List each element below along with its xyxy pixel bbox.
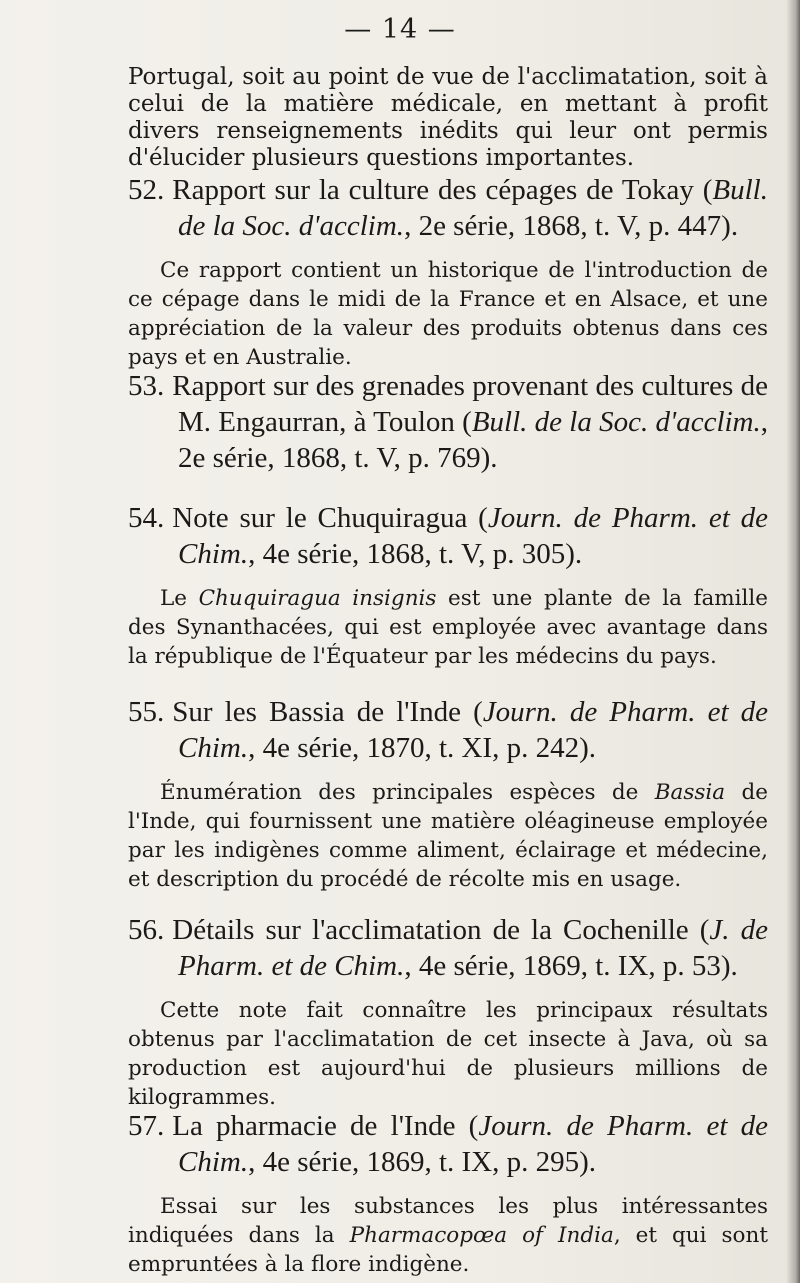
entry-title	[128, 500, 768, 572]
description-text-end: est une plante de la famille des Synanthacées, qui est employée avec avantage dans la république de l'Équateur par les médecins du pays.	[128, 586, 769, 669]
entry-description	[128, 778, 768, 894]
entry-citation: , 2e série, 1868, t. V, p. 769).	[178, 406, 768, 474]
description-text: Ce rapport contient un historique de l'introduction de ce cépage dans le midi de la France et en Alsace, et une appréciation de la valeur des produits obtenus dans ces pays et en Australie.	[128, 258, 768, 370]
page-number: — 14 —	[344, 14, 456, 45]
entry-title	[128, 1108, 768, 1180]
entry-journal: Journ. de Pharm. et de Chim.	[178, 1110, 768, 1178]
entry-title-text: Rapport sur des grenades provenant des cultures de M. Engaurran, à Toulon (	[172, 370, 768, 438]
entry-journal: J. de Pharm. et de Chim.	[178, 914, 768, 982]
description-text: Énumération des principales espèces de	[160, 780, 655, 805]
entry-title-text: Détails sur l'acclimatation de la Cochenille (	[172, 914, 710, 946]
description-italic: Bassia	[654, 780, 726, 805]
bibliography-entry-52	[128, 172, 768, 372]
entry-number: 57.	[128, 1110, 165, 1142]
entry-number: 54.	[128, 502, 165, 534]
entry-title	[128, 172, 768, 244]
entry-title-text: Note sur le Chuquiragua (	[172, 502, 488, 534]
entry-citation: , 4e série, 1869, t. IX, p. 295).	[248, 1146, 597, 1178]
entry-citation: , 2e série, 1868, t. V, p. 447).	[404, 210, 739, 242]
entry-description	[128, 1192, 768, 1279]
entry-title-text: Sur les Bassia de l'Inde (	[172, 696, 483, 728]
entry-journal: Bull. de la Soc. d'acclim.	[471, 406, 761, 438]
entry-description	[128, 584, 768, 671]
continuation-paragraph: Portugal, soit au point de vue de l'acclimatation, soit à celui de la matière médicale, en mettant à profit divers renseignements inédits qui leur ont permis d'élucider plusieurs questions importantes.	[128, 64, 768, 171]
description-text: Essai sur les substances les plus intéressantes indiquées dans la	[128, 1194, 768, 1248]
bibliography-entry-56	[128, 912, 768, 1112]
entry-title	[128, 912, 768, 984]
entry-number: 53.	[128, 370, 165, 402]
description-italic: Chuquiragua insignis	[198, 586, 437, 611]
entry-title	[128, 368, 768, 476]
description-text-end: de l'Inde, qui fournissent une matière oléagineuse employée par les indigènes comme aliment, éclairage et médecine, et description du procédé de récolte mis en usage.	[128, 780, 768, 892]
entry-number: 56.	[128, 914, 165, 946]
entry-citation: , 4e série, 1869, t. IX, p. 53).	[404, 950, 738, 982]
bibliography-entry-55	[128, 694, 768, 894]
entry-citation: , 4e série, 1870, t. XI, p. 242).	[248, 732, 597, 764]
entry-number: 52.	[128, 174, 165, 206]
description-text: Cette note fait connaître les principaux résultats obtenus par l'acclimatation de cet insecte à Java, où sa production est aujourd'hui de plusieurs millions de kilogrammes.	[128, 998, 768, 1110]
entry-title-text: Rapport sur la culture des cépages de Tokay (	[172, 174, 713, 206]
page-edge-shadow	[786, 0, 800, 1283]
entry-journal: Journ. de Pharm. et de Chim.	[178, 696, 768, 764]
entry-journal: Journ. de Pharm. et de Chim.	[178, 502, 768, 570]
description-text: Le	[160, 586, 199, 611]
bibliography-entry-53	[128, 368, 768, 476]
bibliography-entry-57	[128, 1108, 768, 1279]
entry-title-text: La pharmacie de l'Inde (	[172, 1110, 479, 1142]
description-text-end: , et qui sont empruntées à la flore indigène.	[128, 1223, 768, 1277]
entry-citation: , 4e série, 1868, t. V, p. 305).	[248, 538, 583, 570]
description-italic: Pharmacopœa of India	[349, 1223, 614, 1248]
bibliography-entry-54	[128, 500, 768, 671]
entry-description	[128, 996, 768, 1112]
entry-number: 55.	[128, 696, 165, 728]
entry-journal: Bull. de la Soc. d'acclim.	[178, 174, 768, 242]
entry-description	[128, 256, 768, 372]
entry-title	[128, 694, 768, 766]
